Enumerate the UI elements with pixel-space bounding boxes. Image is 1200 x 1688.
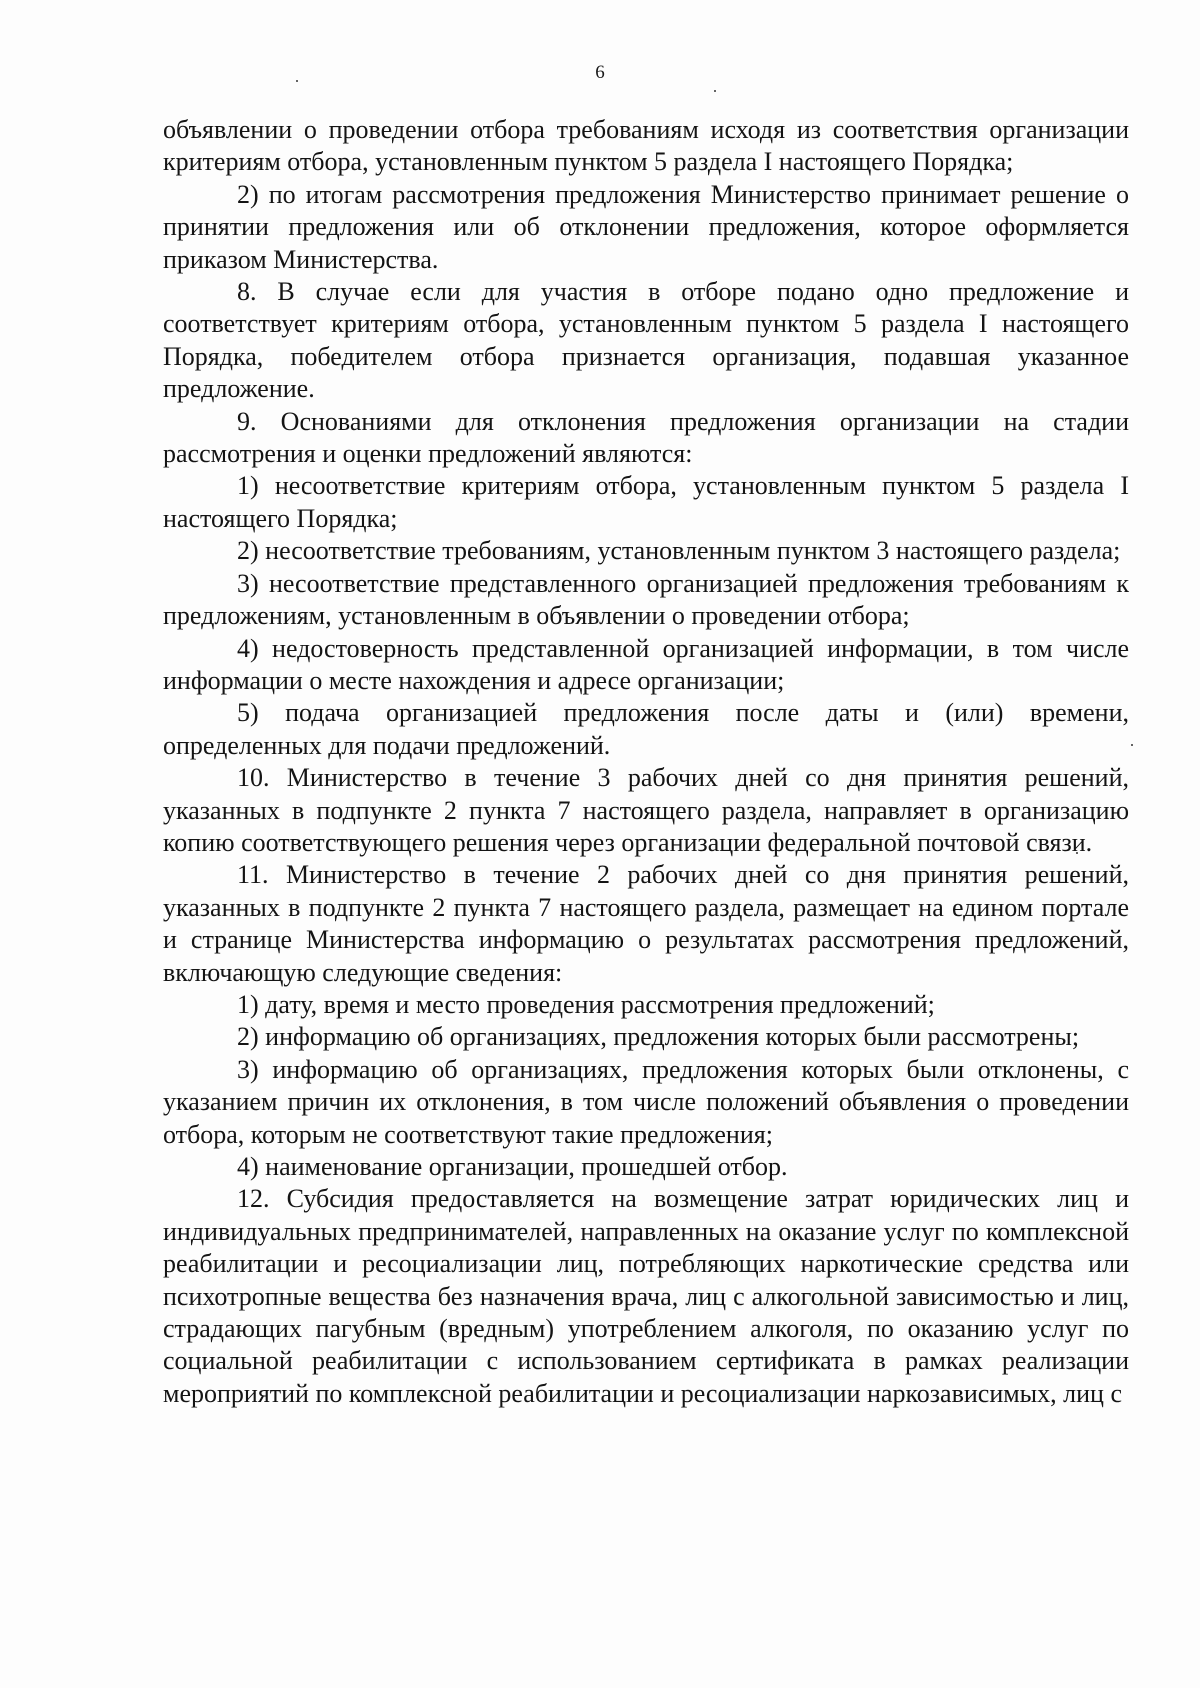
document-body	[163, 114, 1129, 1410]
paragraph: 4) недостоверность представленной организацией информации, в том числе информации о месте нахождения и адресе организации;	[163, 633, 1129, 695]
paragraph: 11. Министерство в течение 2 рабочих дней со дня принятия решений, указанных в подпункте 2 пункта 7 настоящего раздела, размещает на едином портале и странице Министерства информацию о результатах рассмотрения предложений, включающую следующие сведения:	[163, 860, 1129, 987]
paragraph: 2) информацию об организациях, предложения которых были рассмотрены;	[237, 1022, 1080, 1052]
paragraph: 2) по итогам рассмотрения предложения Министерство принимает решение о принятии предложения или об отклонении предложения, которое оформляется приказом Министерства.	[163, 179, 1129, 274]
paragraph: 12. Субсидия предоставляется на возмещение затрат юридических лиц и индивидуальных предпринимателей, направленных на оказание услуг по комплексной реабилитации и ресоциализации лиц, потребляющих наркотические средства или психотропные вещества без назначения врача, лиц с алкогольной зависимостью и лиц, страдающих пагубным (вредным) употреблением алкоголя, по оказанию услуг по социальной реабилитации с использованием сертификата в рамках реализации мероприятий по комплексной реабилитации и ресоциализации наркозависимых, лиц с	[163, 1184, 1129, 1408]
paragraph: 9. Основаниями для отклонения предложения организации на стадии рассмотрения и оценки предложений являются:	[163, 406, 1129, 469]
paragraph: 1) несоответствие критериям отбора, установленным пунктом 5 раздела I настоящего Порядка;	[163, 471, 1129, 533]
paragraph: 4) наименование организации, прошедшей отбор.	[237, 1152, 788, 1181]
paragraph: объявлении о проведении отбора требованиям исходя из соответствия организации критериям отбора, установленным пунктом 5 раздела I настоящего Порядка;	[163, 115, 1129, 177]
paragraph: 10. Министерство в течение 3 рабочих дней со дня принятия решений, указанных в подпункте 2 пункта 7 настоящего раздела, направляет в организацию копию соответствующего решения через организации федеральной почтовой связи.	[163, 763, 1129, 857]
scan-speck	[714, 90, 716, 92]
scan-speck	[296, 80, 298, 82]
paragraph: 5) подача организацией предложения после даты и (или) времени, определенных для подачи предложений.	[163, 698, 1129, 760]
page-number: 6	[595, 62, 605, 83]
paragraph: 3) несоответствие представленного организацией предложения требованиям к предложениям, установленным в объявлении о проведении отбора;	[163, 568, 1129, 631]
paragraph: 8. В случае если для участия в отборе подано одно предложение и соответствует критериям отбора, установленным пунктом 5 раздела I настоящего Порядка, победителем отбора признается организация, подавшая указанное предложение.	[163, 277, 1129, 404]
paragraph: 3) информацию об организациях, предложения которых были отклонены, с указанием причин их отклонения, в том числе положений объявления о проведении отбора, которым не соответствуют такие предложения;	[163, 1054, 1129, 1149]
scan-speck	[1131, 744, 1133, 746]
paragraph: 1) дату, время и место проведения рассмотрения предложений;	[237, 989, 935, 1019]
paragraph: 2) несоответствие требованиям, установленным пунктом 3 настоящего раздела;	[237, 536, 1121, 566]
